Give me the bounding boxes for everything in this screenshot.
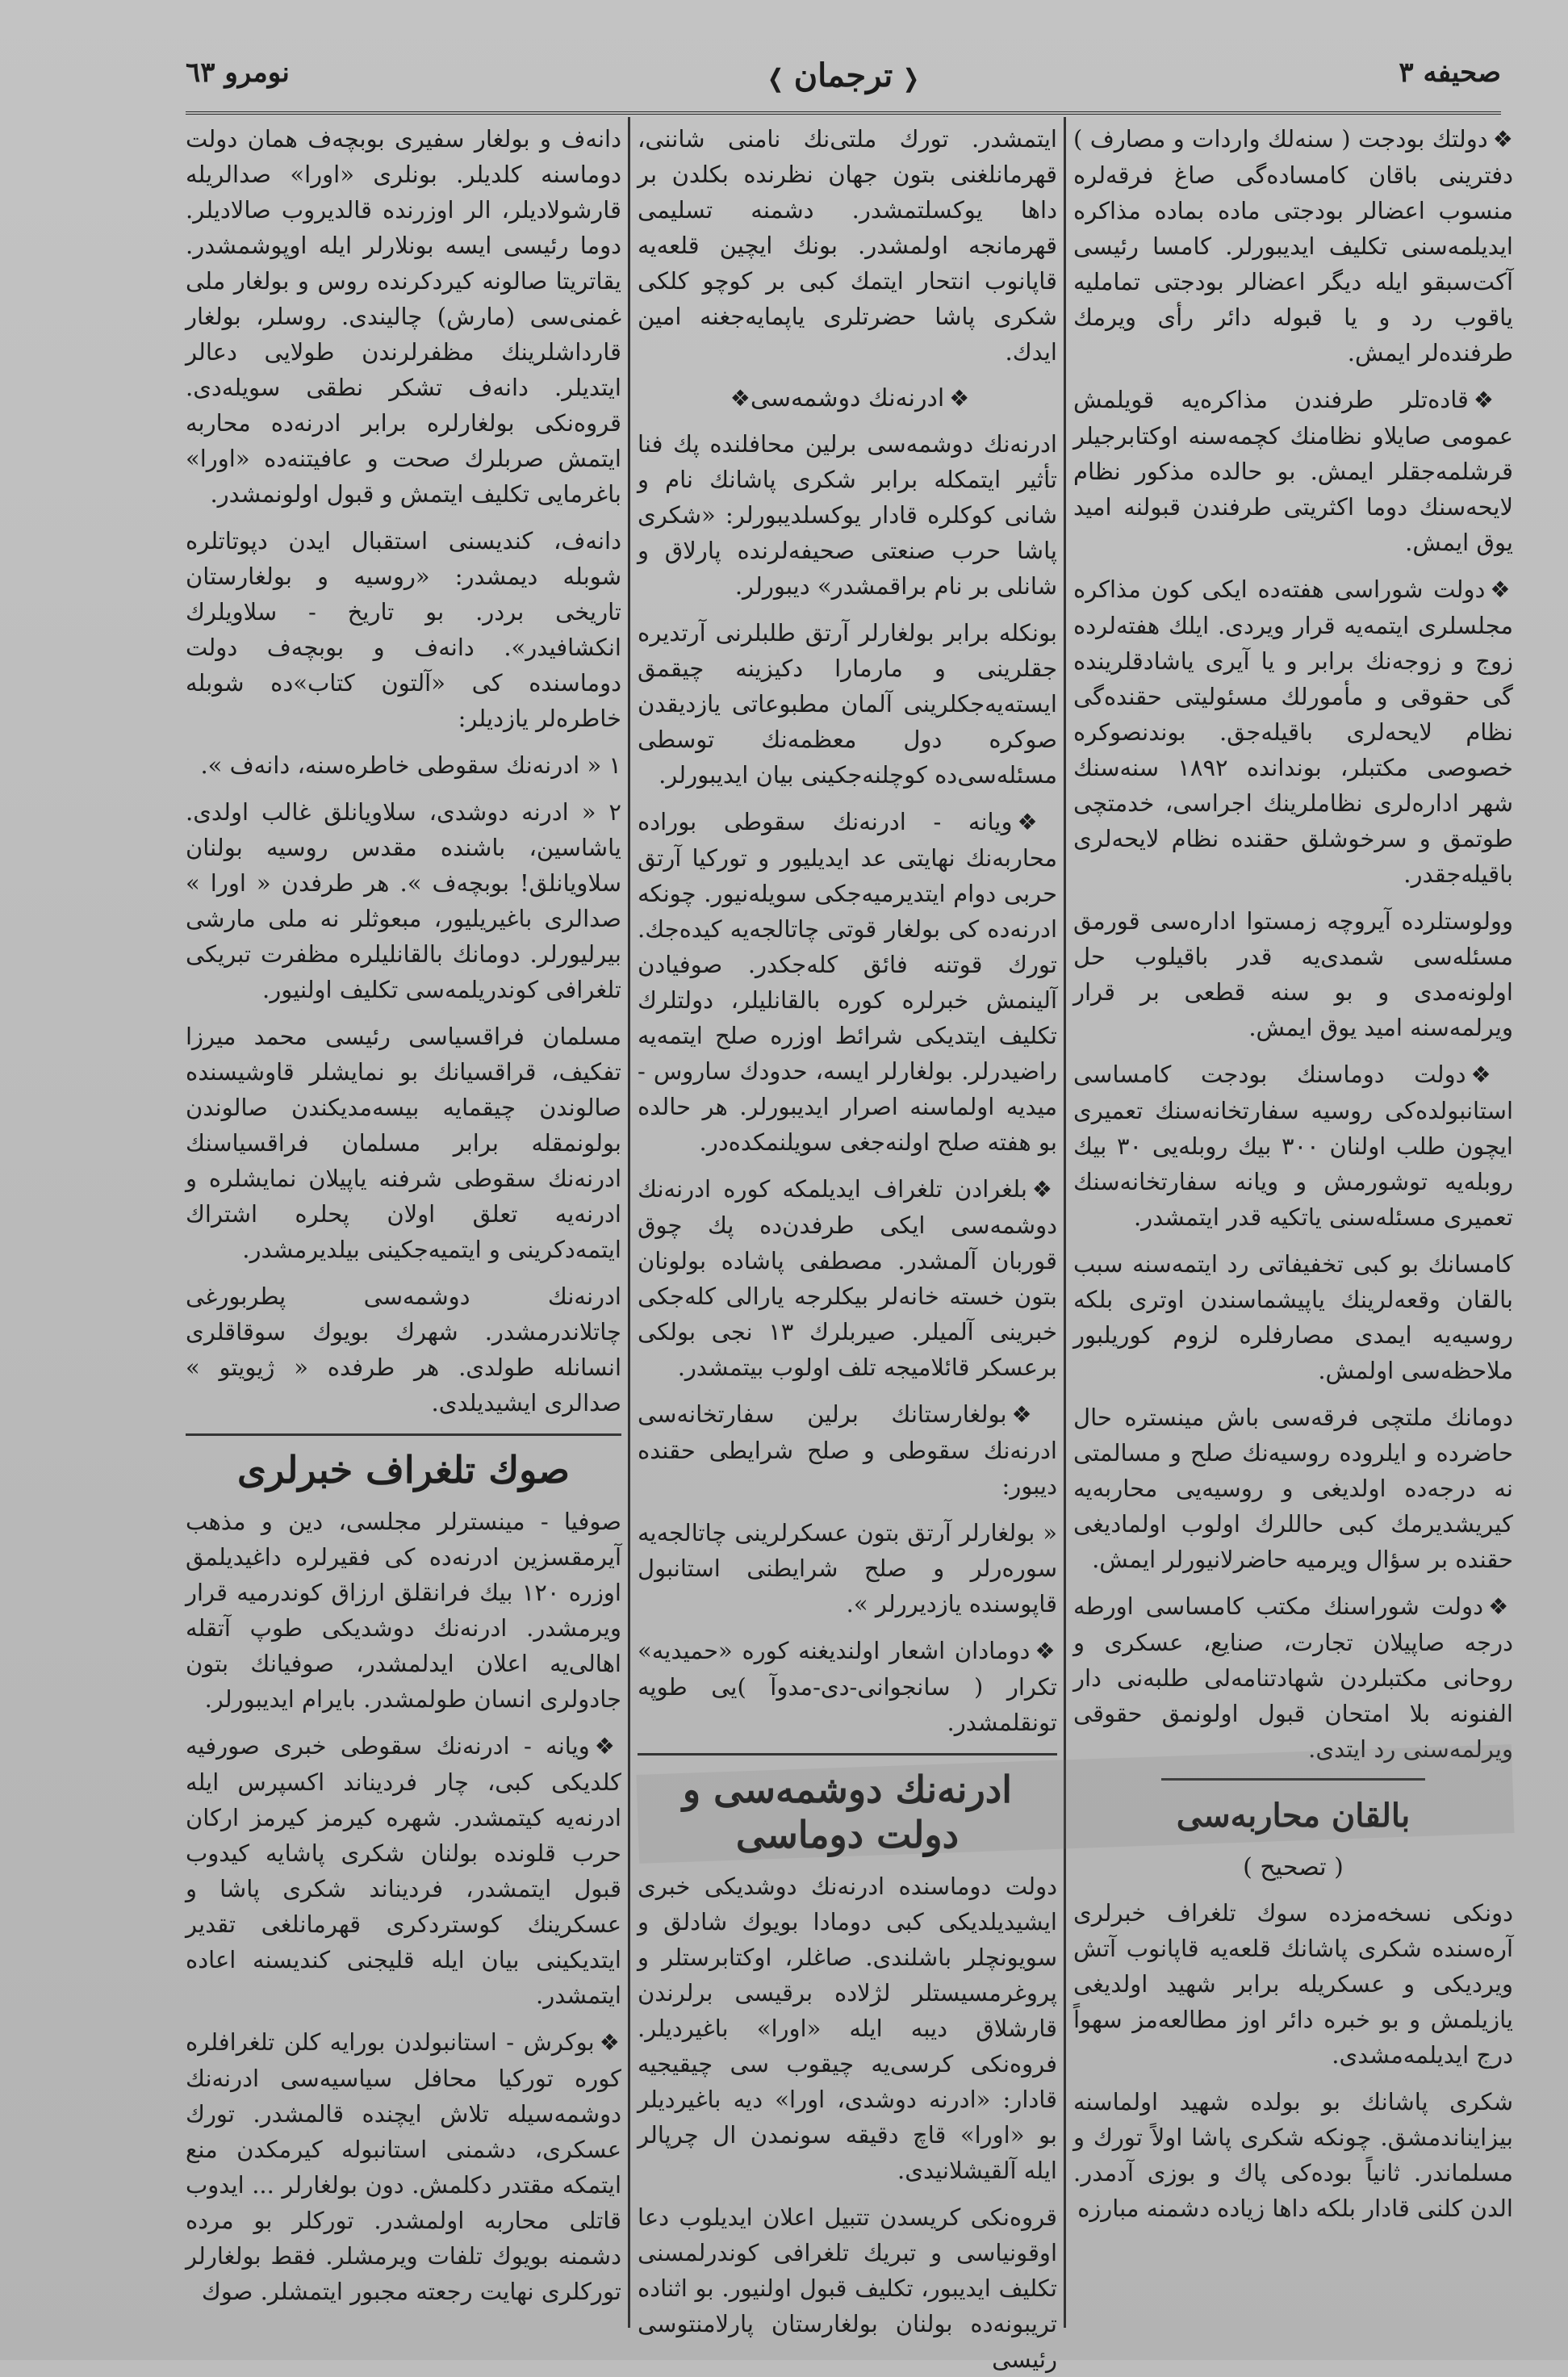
article-paragraph — [638, 615, 1057, 793]
ornament-icon: ❖ — [594, 1733, 621, 1760]
article-paragraph — [186, 1728, 621, 2013]
paragraph-text: « بولغارلر آرتق بتون عسکرلرینی چاتالجه‌یه سوره‌رلر و صلح شرایطنی استانبول قاپوسنده یازدیررلر ». — [638, 1519, 1057, 1617]
section-subheading: ( تصحیح ) — [1243, 1853, 1344, 1881]
article-heading — [638, 381, 1057, 416]
article-paragraph — [638, 2199, 1057, 2377]
paragraph-text: دولت دوماسنك بودجت کامساسی استانبولده‌کی روسیه سفارتخانه‌سنك تعمیری ایچون طلب اولنان ۳۰۰ بیك روبله‌یی ۳۰ بیك روبله‌یه توشورمش و ویانه سفارتخانه‌سنك تعمیری مسئله‌سنی یاتکیه قدر ایتمشدر. — [1073, 1061, 1513, 1231]
article-paragraph — [186, 747, 621, 783]
article-heading-large: ادرنه‌نك دوشمه‌سی و دولت دوماسی — [638, 1753, 1057, 1857]
ornament-icon: ❖ — [730, 385, 751, 412]
article-paragraph — [186, 523, 621, 736]
paragraph-text: شکری پاشانك بو بولده شهید اولماسنه بیزایناندمشق. چونکه شکری پاشا اولاً تورك و مسلماندر. ثانیاً بوده‌کی پاك و بوزی آدمدر. الدن کلنی قادار بلکه داها زیاده دشمنه مبارزه — [1073, 2088, 1513, 2222]
article-paragraph — [1073, 1057, 1513, 1235]
section-heading: صوك تلغراف خبرلری — [186, 1433, 621, 1492]
paragraph-text: قاده‌تلر طرفندن مذاکره‌یه قویلمش عمومی صایلاو نظامنك کچمه‌سنه اوکتابرجیلر قرشلمه‌جقلر ایمش. بو حالده مذکور نظام لایحه‌سنك دوما اکثریتی طرفندن قبولنه امید یوق ایمش. — [1073, 386, 1513, 556]
article-paragraph — [638, 1515, 1057, 1622]
paragraph-text: مسلمان فراقسیاسی رئیسی محمد میرزا تفکیف، قراقسیانك بو نمایشلر قاوشیسنده صالوندن چیقمایه بیسه‌مدیکندن صالوندن بولونمقله برابر مسلمان فراقسیاسنك ادرنه‌نك سقوطی شرفنه یاپیلان نمایشلره و ادرنه‌یه تعلق اولان پحلره اشتراك ایتمه‌دکرینی و ایتمیه‌جکینی بیلدیرمشدر. — [186, 1023, 621, 1263]
paragraph-text: بونکله برابر بولغارلر آرتق طلبلرنی آرتدیره جقلرینی و مارمارا دکیزینه چیقمق ایسته‌یه‌جکلرینی آلمان مطبوعاتی یازدیقدن صوکره دول معظمه‌نك توسطی مسئله‌سی‌ده کوچلنه‌جکینی بیان ایدیبورلر. — [638, 619, 1057, 789]
paragraph-text: دومانك ملتچی فرقه‌سی باش مینستره حال حاضرده و ایلروده روسیه‌نك صلح و مسالمتی نه درجه‌ده اولدیغی و روسیه‌یی محاربه‌یه کیریشدیرمك کبی حاللرك اولوب اولمادیغی حقنده بر سؤال ویرمیه حاضرلانیورلر ایمش. — [1073, 1404, 1513, 1573]
paragraph-text: ویانه - ادرنه‌نك سقوطی خبری صورفیه کلدیکی کبی، چار فردیناند اکسپرس ایله ادرنه‌یه کیتمشدر. شهره کیرمز کیرمز ارکان حرب قلونده بولنان شکری پاشایه کیدوب قبول ایتمشدر، فردیناند شکری پاشا و عسکرینك کوستردکری قهرمانلغی تقدیر ایتدیکینی بیان ایله قلیجنی کندیسنه اعاده ایتمشدر. — [186, 1732, 621, 2009]
paragraph-text: ۱ « ادرنه‌نك سقوطی خاطره‌سنه، دانه‌ف ». — [200, 751, 621, 779]
article-paragraph — [1073, 571, 1513, 892]
article-paragraph — [186, 2024, 621, 2309]
section-heading: بالقان محاربه‌سی — [1176, 1797, 1411, 1835]
article-paragraph — [1073, 1588, 1513, 1767]
ornament-icon: ❖ — [1035, 1638, 1057, 1664]
paragraph-text: وولوستلرده آیروچه زمستوا اداره‌سی قورمق مسئله‌سی شمدی‌یه قدر باقیلوب حل اولونه‌مدی و بو سنه قطعی بر قرار ویرلمه‌سنه امید یوق ایمش. — [1073, 907, 1513, 1041]
article-paragraph — [1073, 382, 1513, 560]
paragraph-text: ایتمشدر. تورك ملتی‌نك نامنی شاننی، قهرمانلغنی بتون جهان نظرنده بکلدن بر داها یوکسلتمشدر. دشمنه تسلیمی قهرمانجه اولمشدر. بونك ایچین قلعه‌یه قاپانوب انتحار ایتمك کبی بر کوچو کلکی شکری پاشا حضرتلری یاپمایه‌جغنه امین ایدك. — [638, 125, 1057, 366]
ornament-icon: ❬ — [901, 65, 922, 93]
paragraph-text: دولت دوماسنده ادرنه‌نك دوشدیکی خبری ایشیدیلدیکی کبی دومادا بویوك شادلق و سویونچلر باشلندی. صاغلر، اوکتابرستلر و پروغرمسیستلر لژلاده برقیسی برلرندن قارشلاق دیبه ایله «اورا» باغیردیلر. فروه‌نکی کرسی‌یه چیقوب سی چیقیجیه قادار: «ادرنه دوشدی، اورا» دیه باغیردیلر بو «اورا» قاچ دقیقه سونمدن ال چرپالر ایله آلقیشلانیدی. — [638, 1873, 1057, 2184]
paragraph-text: دولتك بودجت ( سنه‌لك واردات و مصارف ) دفترینی باقان کامساده‌گی صاغ فرقه‌لره منسوب اعضالر بودجتی ماده بماده مذاکره ایدیلمه‌سنی تکلیف ایدیبورلر. کامسا رئیسی آکت‌سبقو ایله دیگر اعضالر بودجتی تماملیه یاقوب رد و یا قبوله دائر رأی ویرمك طرفنده‌لر ایمش. — [1073, 125, 1513, 366]
paragraph-text: ویانه - ادرنه‌نك سقوطی بوراده محاربه‌نك نهایتی عد ایدیلیور و تورکیا آرتق حربی دوام ایتدیرمیه‌جکی سویله‌نیور. چونکه ادرنه‌ده کی بولغار قوتی چاتالجه‌یه کیده‌جك. تورك قوتنه فائق کله‌جکدر. صوفیادن آلینمش خبرلره کوره بالقانلیلر، دولتلرك تکلیف ایتدیکی شرائط اوزره صلح ایتمه‌یه راضیدرلر. بولغارلر ایسه، حدودك ساروس - میدیه اولماسنه اصرار ایدیبورلر. هر حالده بو هفته صلح اولنه‌جغی سویلنمکده‌در. — [638, 808, 1057, 1156]
paragraph-text: ادرنه‌نك دوشمه‌سی پطربورغی چاتلاندرمشدر. شهرك بویوك سوقاقلری انسانله طولدی. هر طرفده « ژیویتو » صدالری ایشیدیلدی. — [186, 1283, 621, 1417]
page-label: صحیفه ۳ — [1399, 56, 1501, 89]
article-paragraph — [186, 1019, 621, 1267]
newspaper-title-text: ترجمان — [793, 56, 893, 94]
paragraph-text: دانه‌ف و بولغار سفیری بوبچه‌ف همان دولت دوماسنه کلدیلر. بونلری «اورا» صدالریله قارشولادیلر، الر اوزرنده قالدیروب صالادیلر. دوما رئیسی ایسه بونلارلر ایله اوپوشمشدر. یقاتریتا صالونه کیردکرنده روس و بولغار ملی غمنی‌سی (مارش) چالیندی. روسلر، بولغار قارداشلرینك مظفرلرندن طولایی دعالر ایتدیلر. دانه‌ف تشکر نطقی سویله‌دی. قروه‌نکی بولغارلره برابر ادرنه‌ده محاربه ایتمش صربلرك صحت و عافیتنه‌ده «اورا» باغرمایی تکلیف ایتمش و قبول اولونمشدر. — [186, 125, 621, 508]
ornament-icon: ❖ — [599, 2029, 621, 2056]
article-paragraph — [186, 1278, 621, 1421]
ornament-icon: ❖ — [1492, 126, 1513, 153]
paragraph-text: کامسانك بو کبی تخفیفاتی رد ایتمه‌سنه سبب بالقان وقعه‌لرینك یاپیشماسندن اوتری بلکه روسیه‌یه ایمدی مصارفلره لزوم کوریلبور ملاحظه‌سی اولمش. — [1073, 1250, 1513, 1384]
column-right — [1073, 121, 1513, 2312]
newspaper-title — [758, 56, 930, 94]
paragraph-text: دونکی نسخه‌مزده سوك تلغراف خبرلری آره‌سنده شکری پاشانك قلعه‌یه قاپانوب آتش ویردیکی و عسکریله برابر شهید اولدیغی یازیلمش و بو خبره دائر اوز مطالعه‌مز سهواً درج ایدیلمه‌مشدی. — [1073, 1899, 1513, 2069]
article-paragraph — [1073, 1400, 1513, 1577]
ornament-icon: ❖ — [1031, 1176, 1057, 1203]
article-paragraph — [186, 121, 621, 512]
issue-label: نومرو ٦٣ — [186, 56, 290, 89]
column-divider — [1064, 117, 1066, 2328]
paragraph-text: دومادان اشعار اولندیغنه کوره «حمیدیه» تکرار ( سانجوانی-دی-مدوآ )یی طوپه تونقلمشدر. — [638, 1637, 1057, 1736]
paragraph-text: بوکرش - استانبولدن بورایه کلن تلغرافلره کوره تورکیا محافل سیاسیه‌سی ادرنه‌نك دوشمه‌سیله تلاش ایچنده قالمشدر. تورك عسکری، دشمنی استانبوله کیرمکدن منع ایتمکه مقتدر دکلمش. دون بولغارلر ... ایدوب قاتلی محاربه اولمشدر. تورکلر بو مرده دشمنه بویوك تلفات ویرمشلر. فقط بولغارلر تورکلری نهایت رجعته مجبور ایتمشلر. صوك — [186, 2028, 621, 2305]
article-paragraph — [638, 1396, 1057, 1504]
paragraph-text: دانه‌ف، کندیسنی استقبال ایدن دپوتاتلره شوبله دیمشدر: «روسیه و بولغارستان تاریخی بردر. بو تاریخ - سلاویلرك انکشافیدر». دانه‌ف و بوبچه‌ف دولت دوماسنده کی «آلتون کتاب»ده شوبله خاطره‌لر یازدیلر: — [186, 527, 621, 732]
article-heading-text: ادرنه‌نك دوشمه‌سی — [750, 384, 945, 412]
masthead — [186, 47, 1501, 110]
article-paragraph — [638, 804, 1057, 1160]
article-paragraph — [186, 1504, 621, 1717]
ornament-icon: ❖ — [1488, 1593, 1513, 1620]
article-paragraph — [1073, 903, 1513, 1045]
article-paragraph — [638, 1869, 1057, 2188]
ornament-icon: ❖ — [949, 385, 970, 412]
ornament-icon: ❖ — [1470, 1061, 1513, 1088]
column-middle — [638, 121, 1058, 2373]
column-left — [186, 121, 621, 2312]
masthead-rule — [186, 111, 1501, 115]
paragraph-text: قروه‌نکی کریسدن تتبیل اعلان ایدیلوب دعا اوقونیاسی و تبریك تلغرافی کوندرلمسنی تکلیف ایدیبور، تکلیف قبول اولنیور. بو اثناده تریبونه‌ده بولنان بولغارستان پارلامنتوسی رئیسی — [638, 2203, 1057, 2373]
paragraph-text: بولغارستانك برلین سفارتخانه‌سی ادرنه‌نك سقوطی و صلح شرایطی حقنده دیبور: — [638, 1400, 1057, 1500]
paragraph-text: دولت شوراسنك مکتب کامساسی اورطه درجه صاپیلان تجارت، صنایع، عسکری و روحانی مکتبلردن شهادتنامه‌لی طلبه‌نی دار الفنونه بلا امتحان قبول اولونمق حقوقی ویرلمه‌سنی رد ایتدی. — [1073, 1592, 1513, 1763]
article-paragraph — [638, 1633, 1057, 1740]
article-paragraph — [186, 794, 621, 1007]
ornament-icon: ❖ — [1473, 387, 1513, 413]
ornament-icon: ❖ — [1011, 1401, 1057, 1428]
paragraph-text: بلغرادن تلغراف ایدیلمکه کوره ادرنه‌نك دوشمه‌سی ایکی طرفدن‌ده پك چوق قوربان آلمشدر. مصطفی پاشاده بولونان بتون خسته خانه‌لر بیکلرجه یارالی کله‌جکی خبرینی آلمیلر. صیربلرك ۱۳ نجی بولکی برعسکر قائلامیجه تلف اولوب بیتمشدر. — [638, 1175, 1057, 1381]
article-paragraph — [638, 426, 1057, 604]
article-paragraph — [1073, 2084, 1513, 2226]
article-paragraph — [1073, 121, 1513, 370]
paragraph-text: دولت شوراسی هفته‌ده ایکی کون مذاکره مجلسلری ایتمه‌یه قرار ویردی. ایلك هفته‌لرده زوج و زوجه‌نك برابر و یا آیری یاشادقلرینده گی حقوقی و مأمورلك مسئولیتی حقنده‌گی نظام لایحه‌لری باقیله‌جق. بوندنصوکره خصوصی مکتبلر، بوندانده ۱۸۹۲ سنه‌سنك شهر اداره‌لری نظاملرینك اجراسی، خدمتچی طوتمق و سرخوشلق حقنده نظام لایحه‌لری باقیله‌جقدر. — [1073, 575, 1513, 888]
article-paragraph — [1073, 1895, 1513, 2073]
article-paragraph — [638, 1171, 1057, 1385]
ornament-icon: ❖ — [1017, 809, 1058, 835]
ornament-icon: ❭ — [765, 65, 786, 93]
paragraph-text: ادرنه‌نك دوشمه‌سی برلین محافلنده پك فنا تأثیر ایتمکله برابر شکری پاشانك نام و شانی کوکلره قادار یوکسلدیبورلر: «شکری پاشا حرب صنعتی صحیفه‌لرنده پارلاق و شانلی بر نام براقمشدر» دیبورلر. — [638, 430, 1057, 600]
column-divider — [628, 117, 630, 2328]
paragraph-text: ۲ « ادرنه دوشدی، سلاویانلق غالب اولدی. یاشاسین، باشنده مقدس روسیه بولنان سلاویانلق! بوبچه‌ف ». هر طرفدن « اورا » صدالری باغیریلیور، مبعوثلر نه ملی مارشی بیرلیورلر. دومانك بالقانلیلره مظفرت تبریکی تلغرافی کوندریلمه‌سی تکلیف اولنیور. — [186, 798, 621, 1003]
article-paragraph — [638, 121, 1057, 370]
article-paragraph — [1073, 1246, 1513, 1388]
ornament-icon: ❖ — [1490, 576, 1514, 603]
paragraph-text: صوفیا - مینسترلر مجلسی، دین و مذهب آیرمقسزین ادرنه‌ده کی فقیرلره داغیدیلمق اوزره ۱۲۰ بیك فرانقلق ارزاق کوندرمیه قرار ویرمشدر. ادرنه‌نك دوشدیکی طوپ آتقله اهالی‌یه اعلان ایدلمشدر، صوفیانك بتون جادولری انسان طولمشدر. بایرام ایدیبورلر. — [186, 1508, 621, 1713]
